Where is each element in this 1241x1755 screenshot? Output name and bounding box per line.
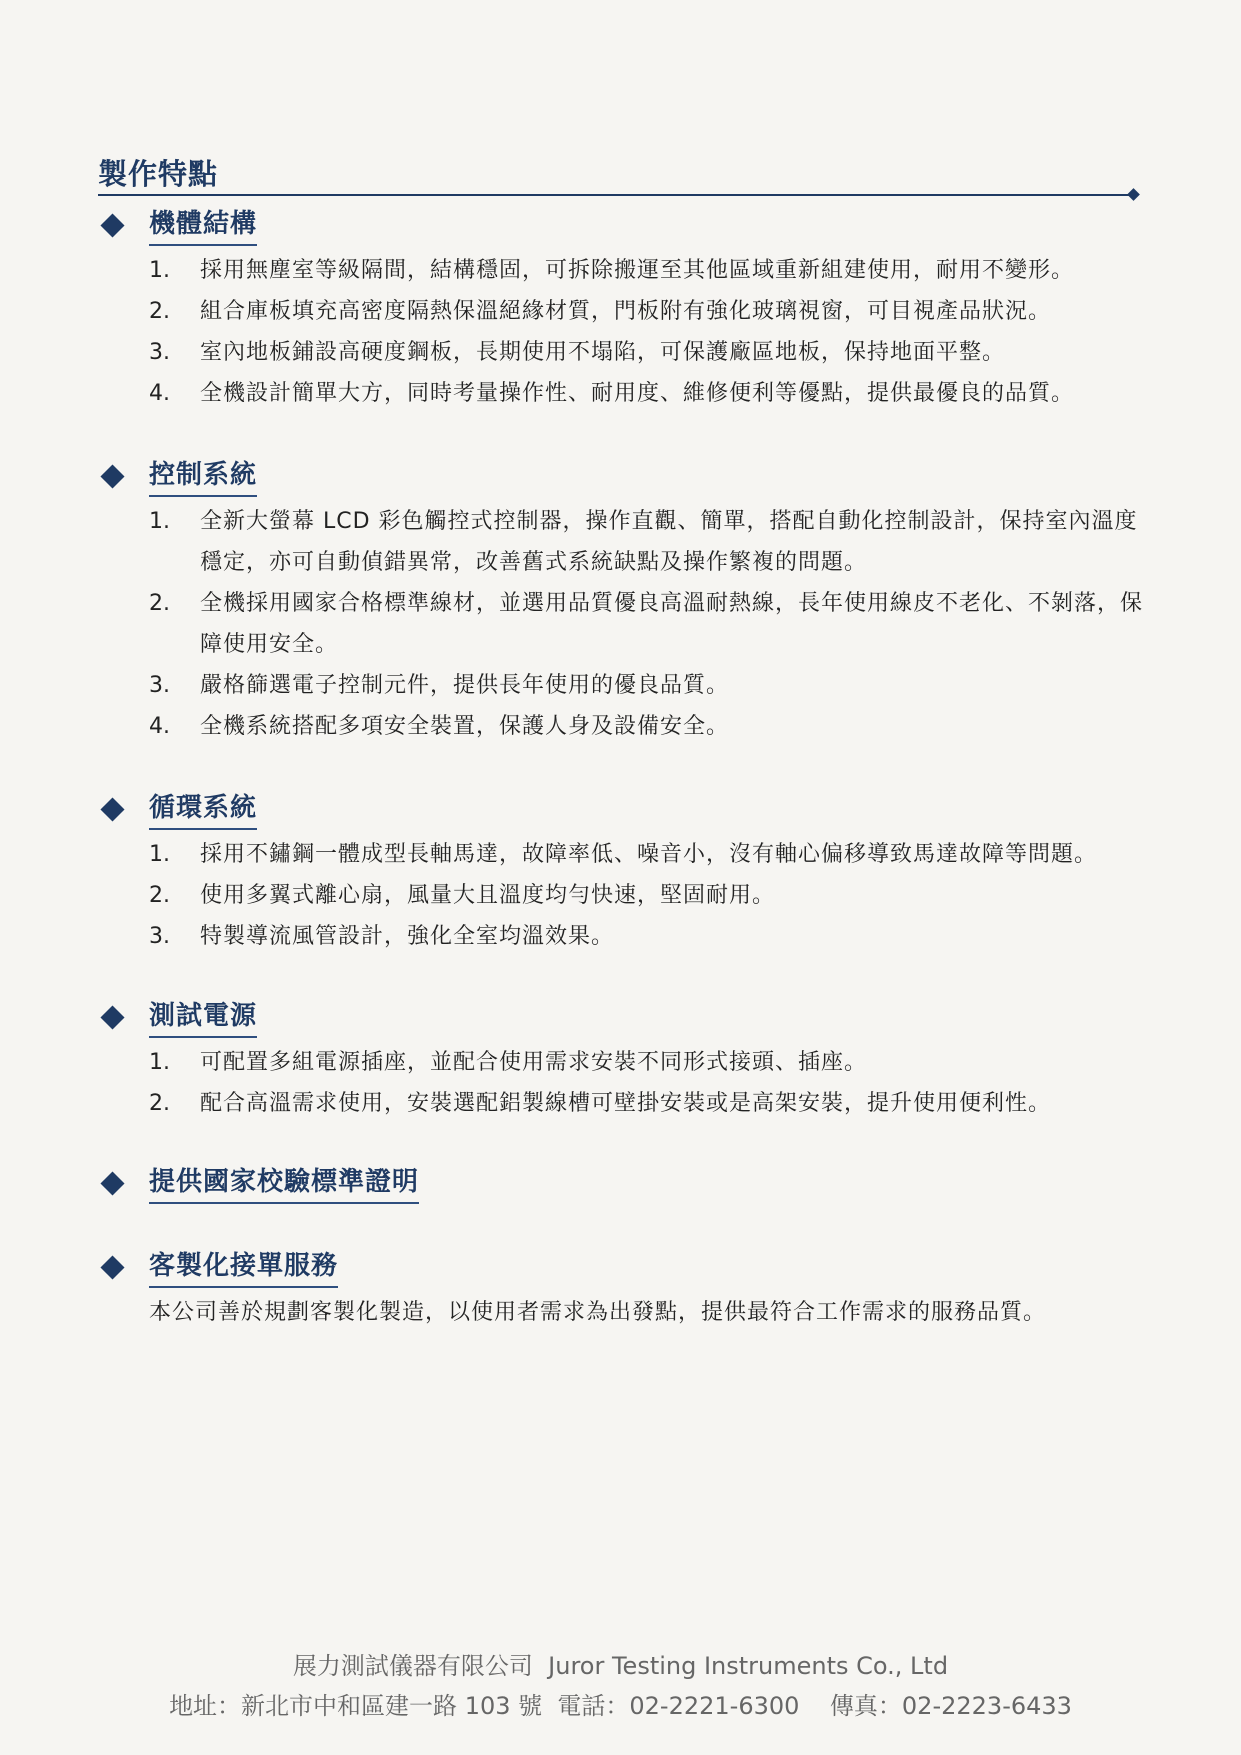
feature-list [0, 834, 1241, 957]
section-test-power [0, 998, 1241, 1124]
item-text: 全機採用國家合格標準線材，並選用品質優良高溫耐熱線，長年使用線皮不老化、不剝落，保障使用安全。 [200, 591, 1144, 657]
diamond-bullet-icon [100, 1005, 124, 1029]
item-text: 可配置多組電源插座，並配合使用需求安裝不同形式接頭、插座。 [200, 1050, 868, 1075]
item-number: 2. [149, 883, 170, 908]
section-circulation-system [0, 790, 1241, 957]
diamond-bullet-icon [100, 464, 124, 488]
item-number: 1. [149, 1050, 170, 1075]
section-title: 客製化接單服務 [149, 1248, 338, 1288]
item-number: 4. [149, 381, 170, 406]
title-divider-end-marker [1127, 188, 1140, 201]
section-national-calibration [0, 1164, 1241, 1208]
item-number: 1. [149, 258, 170, 283]
diamond-bullet-icon [100, 1171, 124, 1195]
item-number: 2. [149, 299, 170, 324]
list-item [0, 706, 1241, 747]
list-item [0, 916, 1241, 957]
item-text: 採用不鏽鋼一體成型長軸馬達，故障率低、噪音小，沒有軸心偏移導致馬達故障等問題。 [200, 842, 1098, 867]
title-divider [98, 194, 1134, 196]
item-text: 採用無塵室等級隔間，結構穩固，可拆除搬運至其他區域重新組建使用，耐用不變形。 [200, 258, 1075, 283]
section-custom-service [0, 1248, 1241, 1333]
item-text: 嚴格篩選電子控制元件，提供長年使用的優良品質。 [200, 673, 730, 698]
feature-list [0, 1042, 1241, 1124]
item-number: 3. [149, 340, 170, 365]
feature-list [0, 250, 1241, 414]
footer-contact: 地址：新北市中和區建一路 103 號 電話：02-2221-6300 傳真：02-2223-6433 [169, 1692, 1072, 1720]
item-number: 2. [149, 591, 170, 616]
section-body-structure [0, 206, 1241, 414]
list-item [0, 834, 1241, 875]
item-text: 組合庫板填充高密度隔熱保溫絕緣材質，門板附有強化玻璃視窗，可目視產品狀況。 [200, 299, 1052, 324]
list-item [0, 583, 1241, 665]
list-item [0, 250, 1241, 291]
item-text: 全機系統搭配多項安全裝置，保護人身及設備安全。 [200, 714, 730, 739]
diamond-bullet-icon [100, 797, 124, 821]
item-text: 配合高溫需求使用，安裝選配鋁製線槽可壁掛安裝或是高架安裝，提升使用便利性。 [200, 1091, 1052, 1116]
item-number: 4. [149, 714, 170, 739]
list-item [0, 501, 1241, 583]
item-number: 2. [149, 1091, 170, 1116]
item-number: 1. [149, 509, 170, 534]
item-text: 室內地板鋪設高硬度鋼板，長期使用不塌陷，可保護廠區地板，保持地面平整。 [200, 340, 1006, 365]
item-number: 3. [149, 924, 170, 949]
list-item [0, 373, 1241, 414]
item-text: 使用多翼式離心扇，風量大且溫度均勻快速，堅固耐用。 [200, 883, 776, 908]
footer-company: 展力測試儀器有限公司 Juror Testing Instruments Co., Ltd [292, 1652, 949, 1680]
section-title: 測試電源 [149, 998, 257, 1038]
section-body-text: 本公司善於規劃客製化製造，以使用者需求為出發點，提供最符合工作需求的服務品質。 [149, 1300, 1047, 1325]
diamond-bullet-icon [100, 1255, 124, 1279]
feature-list [0, 501, 1241, 747]
item-number: 3. [149, 673, 170, 698]
section-title: 提供國家校驗標準證明 [149, 1164, 419, 1204]
list-item [0, 291, 1241, 332]
section-title: 循環系統 [149, 790, 257, 830]
list-item [0, 1083, 1241, 1124]
item-number: 1. [149, 842, 170, 867]
section-title: 機體結構 [149, 206, 257, 246]
list-item [0, 665, 1241, 706]
list-item [0, 332, 1241, 373]
list-item [0, 1042, 1241, 1083]
section-control-system [0, 457, 1241, 747]
diamond-bullet-icon [100, 213, 124, 237]
item-text: 全機設計簡單大方，同時考量操作性、耐用度、維修便利等優點，提供最優良的品質。 [200, 381, 1075, 406]
page-title: 製作特點 [98, 157, 219, 191]
section-title: 控制系統 [149, 457, 257, 497]
list-item [0, 875, 1241, 916]
item-text: 特製導流風管設計，強化全室均溫效果。 [200, 924, 615, 949]
item-text: 全新大螢幕 LCD 彩色觸控式控制器，操作直觀、簡單，搭配自動化控制設計，保持室內溫度穩定，亦可自動偵錯異常，改善舊式系統缺點及操作繁複的問題。 [200, 509, 1138, 575]
